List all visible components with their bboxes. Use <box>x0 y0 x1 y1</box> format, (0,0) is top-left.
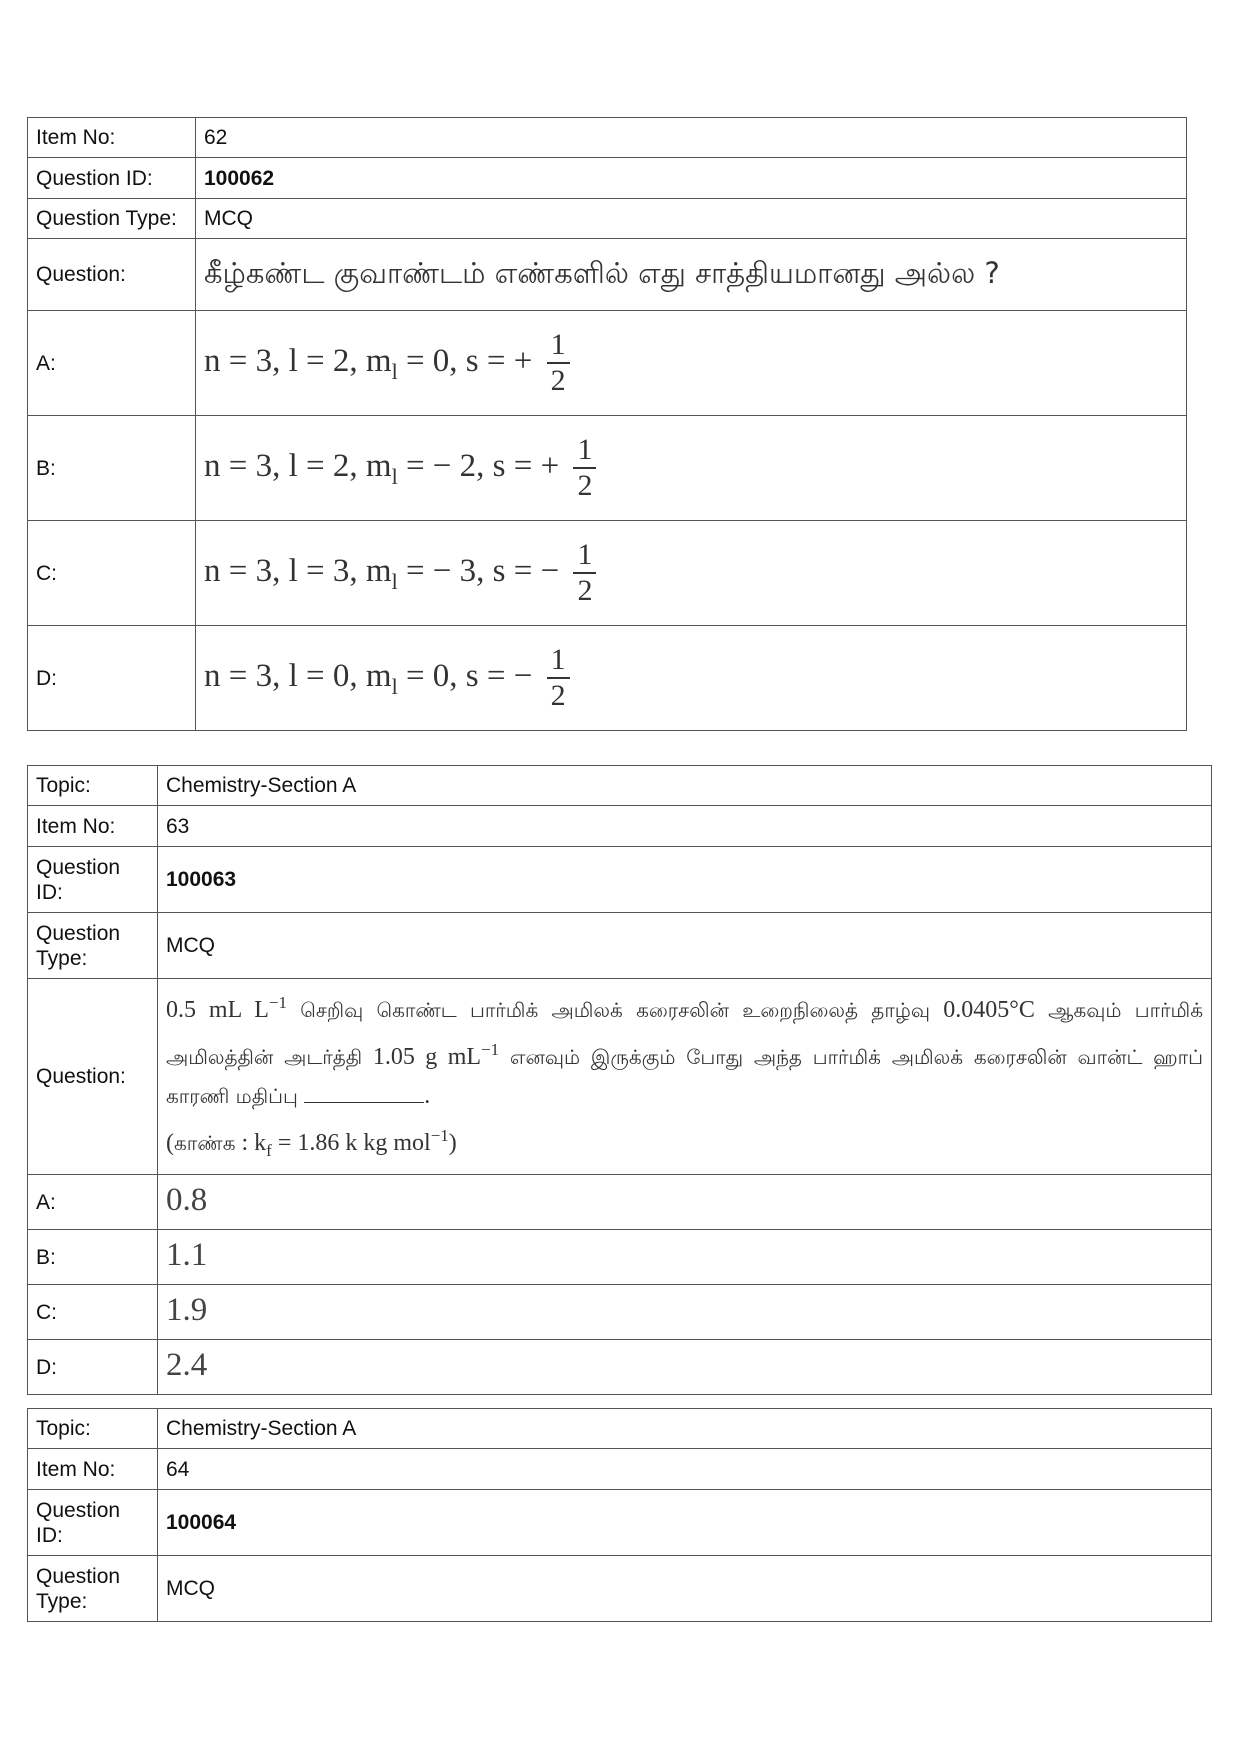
question-type-value: MCQ <box>158 1556 1212 1622</box>
table-row <box>28 118 1187 158</box>
option-row-d <box>28 1340 1212 1395</box>
option-d-value: 2.4 <box>158 1340 1212 1395</box>
question-label: Question: <box>28 239 196 311</box>
table-row <box>28 199 1187 239</box>
item-no-value: 63 <box>158 806 1212 847</box>
question-type-value: MCQ <box>158 913 1212 979</box>
option-label: A: <box>28 311 196 416</box>
question-text-tamil: கீழ்கண்ட குவாண்டம் எண்களில் எது சாத்தியமானது அல்ல ? <box>204 255 1000 290</box>
table-row <box>28 1409 1212 1449</box>
option-label: D: <box>28 1340 158 1395</box>
table-row <box>28 1556 1212 1622</box>
option-a-expression: n = 3, l = 2, $m_l = 0$, s = + $\frac{1}{2}$ <box>196 311 1187 416</box>
table-row <box>28 239 1187 311</box>
option-label: C: <box>28 521 196 626</box>
option-d-expression: n = 3, l = 0, $m_l = 0$, s = − $\frac{1}{2}$ <box>196 626 1187 731</box>
option-b-expression: n = 3, l = 2, $m_l$ = − 2, s = + $\frac{1}{2}$ <box>196 416 1187 521</box>
option-row-c <box>28 1285 1212 1340</box>
table-row <box>28 1449 1212 1490</box>
table-row <box>28 158 1187 199</box>
topic-label: Topic: <box>28 766 158 806</box>
question-type-label: Question Type: <box>28 1556 158 1622</box>
question-text <box>158 979 1212 1175</box>
option-b-value: 1.1 <box>158 1230 1212 1285</box>
table-row <box>28 1490 1212 1556</box>
option-row-b <box>28 1230 1212 1285</box>
question-64-table <box>27 1408 1212 1622</box>
table-row <box>28 979 1212 1175</box>
option-label: D: <box>28 626 196 731</box>
item-no-label: Item No: <box>28 806 158 847</box>
question-id-label: Question ID: <box>28 847 158 913</box>
question-body: 0.5 mL $L^{-1}$ செறிவு கொண்ட பார்மிக் அமிலக் கரைசலின் உறைநிலைத் தாழ்வு 0.0405°C ஆகவும் பார்மிக் அமிலத்தின் அடர்த்தி 1.05 g $mL^{-1}$ எனவும் இருக்கும் போது அந்த பார்மிக் அமிலக் கரைசலின் வான்ட் ஹாப் காரணி மதிப்பு . (காண்க : $k_f = 1.86$ k kg mol$^{-1}$) <box>166 993 1204 1160</box>
topic-value: Chemistry-Section A <box>158 766 1212 806</box>
answer-blank <box>304 1082 424 1103</box>
question-type-value: MCQ <box>196 199 1187 239</box>
topic-label: Topic: <box>28 1409 158 1449</box>
option-label: A: <box>28 1175 158 1230</box>
option-row-b <box>28 416 1187 521</box>
question-type-label: Question Type: <box>28 913 158 979</box>
item-no-label: Item No: <box>28 118 196 158</box>
option-row-a <box>28 1175 1212 1230</box>
item-no-label: Item No: <box>28 1449 158 1490</box>
option-a-value: 0.8 <box>158 1175 1212 1230</box>
option-row-a <box>28 311 1187 416</box>
question-id-value: 100063 <box>158 847 1212 913</box>
question-id-value: 100062 <box>196 158 1187 199</box>
table-row <box>28 913 1212 979</box>
item-no-value: 64 <box>158 1449 1212 1490</box>
table-row <box>28 806 1212 847</box>
option-c-value: 1.9 <box>158 1285 1212 1340</box>
question-text <box>196 239 1187 311</box>
topic-value: Chemistry-Section A <box>158 1409 1212 1449</box>
option-label: C: <box>28 1285 158 1340</box>
question-62-table <box>27 117 1187 731</box>
question-type-label: Question Type: <box>28 199 196 239</box>
hint: (காண்க : $k_f = 1.86$ k kg mol$^{-1}$) <box>166 1126 457 1160</box>
question-label: Question: <box>28 979 158 1175</box>
table-row <box>28 847 1212 913</box>
table-row <box>28 766 1212 806</box>
question-id-label: Question ID: <box>28 1490 158 1556</box>
option-label: B: <box>28 1230 158 1285</box>
item-no-value: 62 <box>196 118 1187 158</box>
question-id-value: 100064 <box>158 1490 1212 1556</box>
option-row-c <box>28 521 1187 626</box>
option-row-d <box>28 626 1187 731</box>
question-63-table <box>27 765 1212 1395</box>
question-id-label: Question ID: <box>28 158 196 199</box>
option-label: B: <box>28 416 196 521</box>
option-c-expression: n = 3, l = 3, $m_l$ = − 3, s = − $\frac{1}{2}$ <box>196 521 1187 626</box>
